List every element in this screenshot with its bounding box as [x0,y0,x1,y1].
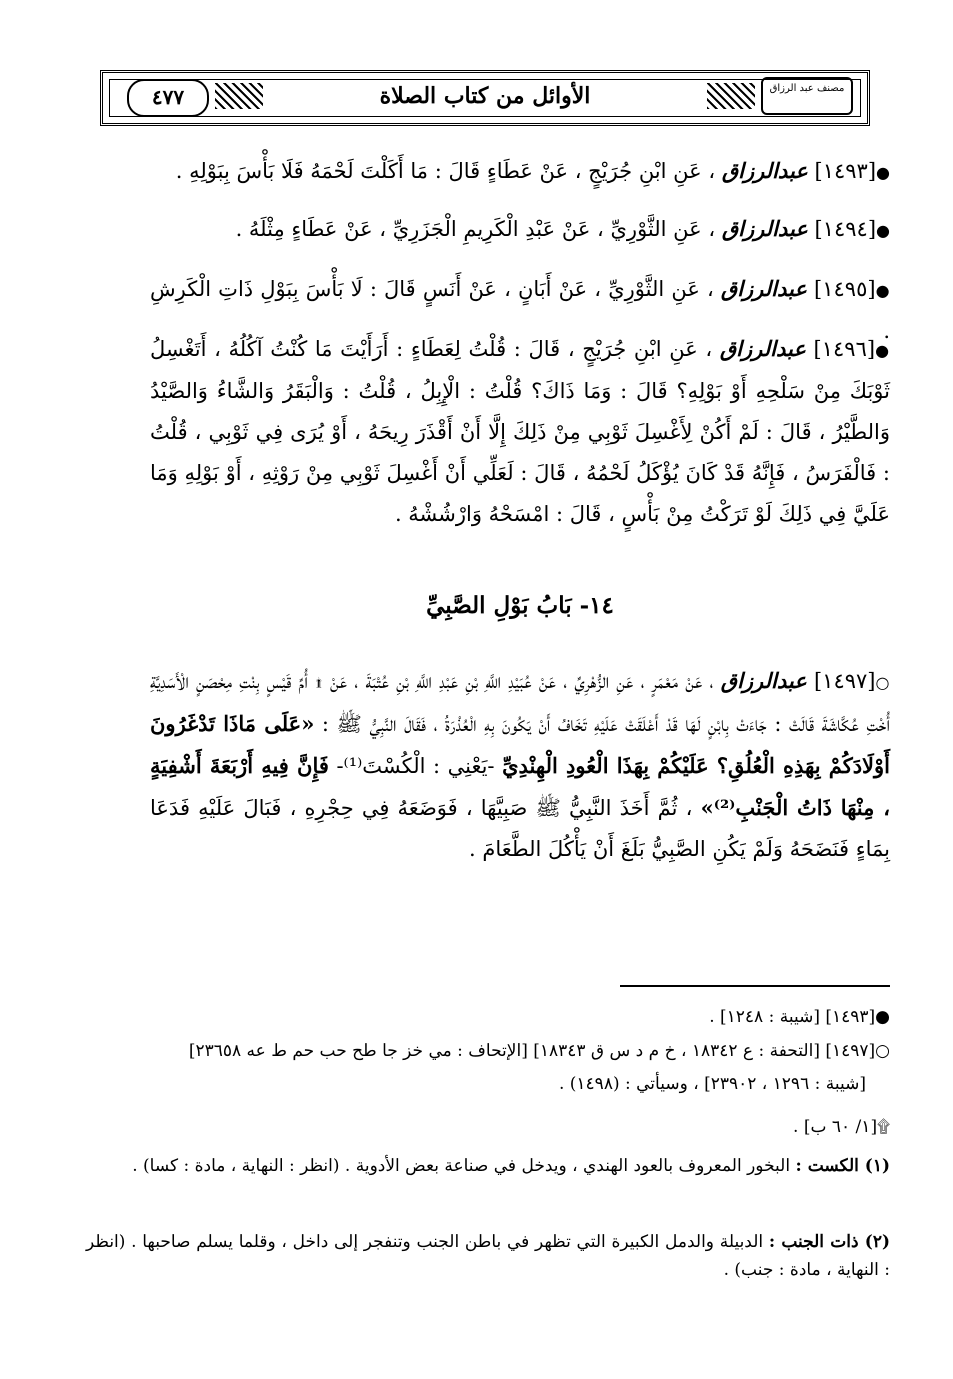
footnote-text: البخور المعروف بالعود الهندي ، ويدخل في صناعة بعض الأدوية . (انظر : النهاية ، مادة : كسا) . [132,1156,791,1176]
hadith-text: -يَعْنِي : الْكُسْتَ⁽¹⁾- [336,754,495,778]
hadith-number: [١٤٩٣] [814,159,877,183]
chapter-heading: ١٤- بَابُ بَوْلِ الصَّبِيِّ [426,592,614,619]
hollow-bullet-icon: ○ [875,673,890,692]
hadith-number: [١٤٩٤] [814,217,877,241]
hadith-number: [١٤٩٦] [813,337,876,361]
hadith-author: عبدالرزاق [721,158,808,183]
hadith-text: ، عَنِ ابْنِ جُرَيْجٍ ، قَالَ : قُلْتُ لِعَطَاءٍ : أَرَأَيْتَ مَا كُنْتُ آكُلُهُ ، أَتَغْسِلُ ثَوْبَكَ مِنْ سَلْحِهِ أَوْ بَوْلِهِ؟ قَالَ : وَمَا ذَاكَ؟ قُلْتُ : الْإِبِلُ ، قُلْتُ : وَالْبَقَرُ وَالشَّاءُ وَالصَّيْدُ وَالطَّيْرُ ، قَالَ : لَمْ أَكُنْ لِأَغْسِلَ ثَوْبِي مِنْ ذَلِكَ إِلَّا أَنْ أَقْذَرَ رِيحَهُ ، أَوْ يُرَى فِي ثَوْبِي ، قُلْتُ : فَالْفَرَسُ ، فَإِنَّهُ قَدْ كَانَ يُؤْكَلُ لَحْمُهُ ، قَالَ : لَعَلِّي أَنْ أَغْسِلَ ثَوْبِي مِنْ رَوْثِهِ ، أَوْ بَوْلِهِ وَمَا عَلَيَّ فِي ذَلِكَ لَوْ تَرَكْتُ مِنْ بَأْسٍ ، قَالَ : امْسَحْهُ وَارْشُشْهُ . [150,337,890,526]
page-header [100,70,870,126]
footnote-divider [620,985,890,987]
hadith-1496 [150,328,890,535]
hadith-author: عبدالرزاق [720,668,807,693]
prophetic-quote: «عَلَى مَاذَا تَدْغَرُونَ أَوْلَادَكُمْ بِهَذِهِ الْعُلُقِ؟ عَلَيْكُمْ بِهَذَا الْعُودِ الْهِنْدِيِّ [150,711,890,778]
hadith-text: ، عَنِ ابْنِ جُرَيْجٍ ، عَنْ عَطَاءٍ قَالَ : مَا أَكَلْتَ لَحْمَهُ فَلَا بَأْسَ بِبَوْلِهِ . [175,159,716,183]
book-seal: مصنف عبد الرزاق [761,77,853,115]
footnote-label: (٢) ذات الجنب : [768,1232,890,1252]
hadith-1497 [150,660,890,870]
hadith-text: ، عَنْ مَعْمَرٍ ، عَنِ الزُّهْرِيِّ ، عَنْ عُبَيْدِ اللَّهِ بْنِ عَبْدِ اللَّهِ بْنِ عُتْبَةَ ، عَنْ ۩ أُمِّ قَيْسٍ بِنْتِ مِحْصَنٍ الْأَسَدِيَّةِ أُخْتِ عُكَّاشَةَ قَالَتْ : جَاءَتْ بِابْنٍ لَهَا قَدْ أَعْلَقَتْ عَلَيْهِ تَخَافُ أَنْ يَكُونَ بِهِ الْعُذْرَةُ ، فَقَالَ النَّبِيُّ ﷺ : [150,669,890,736]
hadith-text: ، عَنِ الثَّوْرِيِّ ، عَنْ عَبْدِ الْكَرِيمِ الْجَزَرِيِّ ، عَنْ عَطَاءٍ مِثْلَهُ . [235,217,716,241]
filled-bullet-icon: ● [876,163,890,182]
hadith-text: ، عَنِ الثَّوْرِيِّ ، عَنْ أَبَانٍ ، عَنْ أَنَسٍ قَالَ : لَا بَأْسَ بِبَوْلِ ذَاتِ الْكَرِشِ . [150,277,890,343]
footnote-1497-cont: [شيبة : ١٢٩٦ ، ٢٣٩٠٢] ، وسيأتي : (١٤٩٨) . [558,1074,866,1094]
folio-reference: ۩[١/ ٦٠ ب] . [793,1117,890,1137]
filled-bullet-icon: ● [875,341,891,360]
hadith-1494 [150,208,890,251]
hadith-number: [١٤٩٥] [814,277,876,301]
ornament-icon [215,83,263,109]
ornament-icon [707,83,755,109]
page-number: ٤٧٧ [127,79,209,117]
hadith-1493 [150,150,890,193]
footnote-1497: ○[١٤٩٧] [التحفة : ع ١٨٣٤٢ ، خ م د س ق ١٨٣٤٣] [الإتحاف : مي خز جا طح حب حم ط عه ٢٣٦٥٨] [188,1041,890,1061]
hadith-text: ، ثُمَّ أَخَذَ النَّبِيُّ ﷺ صَبِيَّهَا ، فَوَضَعَهُ فِي حِجْرِهِ ، فَبَالَ عَلَيْهِ فَدَعَا بِمَاءٍ فَنَضَحَهُ وَلَمْ يَكُنِ الصَّبِيُّ بَلَغَ أَنْ يَأْكُلَ الطَّعَامَ . [150,796,890,861]
filled-bullet-icon: ● [876,221,890,240]
footnote-1 [86,1152,890,1180]
footnote-text: الدبيلة والدمل الكبيرة التي تظهر في باطن الجنب وتنفجر إلى داخل ، وقلما يسلم صاحبها . (انظر : النهاية ، مادة : جنب) . [86,1232,890,1280]
filled-bullet-icon: ● [875,281,890,300]
footnote-1493: ●[١٤٩٣] [شيبة : ١٢٤٨] . [709,1007,890,1027]
hadith-author: عبدالرزاق [720,276,807,301]
hadith-author: عبدالرزاق [719,336,806,361]
footnote-label: (١) الكست : [795,1156,890,1176]
running-title: الأوائل من كتاب الصلاة [379,83,591,109]
footnote-2 [86,1228,890,1284]
prophetic-quote: فَإِنَّ فِيهِ أَرْبَعَةَ أَشْفِيَةٍ ، مِنْهَا ذَاتُ الْجَنْبِ⁽²⁾» [150,753,890,820]
hadith-number: [١٤٩٧] [813,669,876,693]
hadith-author: عبدالرزاق [721,216,808,241]
